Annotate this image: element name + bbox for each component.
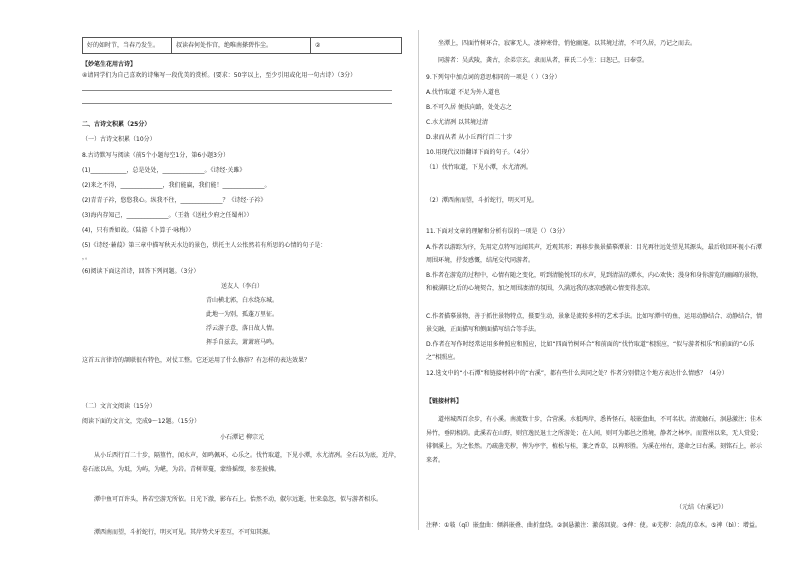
link-paragraph: 道州城西百余步，有小溪。南流数十步，合营溪。水抵两岸，悉皆怪石，攲嵌盘曲，不可名状。清流触石，洄悬激注；佳木异竹，垂阴相荫。此溪若在山野，则宜逸民退士之所游处；在人间，则可为都邑之胜境，静者之林亭。而置州以来，无人赏爱；徘徊溪上，为之怅然。乃疏凿芜秽，俾为亭宇，植松与桂，兼之香草，以裨形胜。为溪在州右，遂命之曰右溪。刻铭石上，彰示来者。 [426,416,763,464]
question-10-2: （2）潭西南而望，斗折蛇行，明灭可见。 [426,197,538,204]
section-2-heading: 二、古诗文积累（25分） [82,121,151,128]
question-8-4: (3)海内存知己，______________。（王勃《送杜少府之任蜀州》） [82,212,253,219]
question-8-2: (2)来之不得，______________，我们能赢，我们能！______________。 [82,182,271,189]
question-8: 8.古诗默写与阅读（前5个小题每空1分，第6小题3分） [82,152,229,159]
poem-line-4: 挥手自兹去，萧萧班马鸣。 [205,339,278,346]
question-10-1: （1）伐竹取道，下见小潭，水尤清冽。 [426,164,532,171]
question-12: 12.选文中的“小石潭”和链接材料中的“右溪”，都有些什么共同之处？作者分别借这个地方表达什么情感？（4分） [426,370,728,377]
answer-table [82,37,402,54]
question-9-option-d: D.隶而从者 从小丘西行百二十步 [426,134,513,141]
question-8-3: (2)青青子衿，悠悠我心。纵我不往，______________？《诗经·子衿》 [82,197,267,204]
poem-line-1: 青山横北郭，白水绕东城。 [205,297,278,304]
table-cell-2: 叔读春何处作宫，绝唯南搽碧作尘。 [172,38,311,54]
question-11-option-d: D.作者在写作时经常运用多种照应和照应，比如“四面竹树环合”和前面的“伐竹取道”相照应，“似与游者相乐”和前面的“心乐之”相照应。 [426,341,755,361]
question-9: 9.下列句中加点词的意思相同的一项是（ ）（3分） [426,74,561,81]
question-8-6: (5)《诗经·蒹葭》第三章中描写秋天水边的景色，烘托主人公怅然若有所思的心情的句子是： [82,242,327,249]
share-prompt: ④请同学们为自己喜欢的诗集写一段优美的赏析。(要求：50字以上，至少引用或化用一句古诗）（3分） [82,72,357,79]
question-8-6-blank: ，。 [82,254,92,261]
left-column [82,30,412,540]
question-9-option-a: A.伐竹取道 不足为外人道也 [426,89,500,96]
right-column [426,30,771,540]
question-11-option-c: C.作者描摹景物，善于抓住景物特点，摄要生动，景象是流转多样的艺术手法。比如写潭中的鱼，运用动静结合、动静结合，情景交融，正面描写和侧面描写结合等手法。 [426,313,763,333]
question-9-option-b: B.不可久居 便扶向路，处处志之 [426,104,512,111]
annotation-note: 注释：①攲（qī）嵌盘曲：倾斜嵌叠、曲折盘绕。②洄悬激注：激荡回旋。③俾：使。④芜秽：杂乱的草木。⑤裨（bì）：增益。 [426,522,761,529]
poem-line-2: 此地一为别，孤蓬万里征。 [205,311,278,318]
question-11-option-b: B.作者在游览的过程中，心情有随之变化，听到清脆悦耳的水声，见到清洁的潭水，内心欢快；漫身和身你游览的幽阔的景物，和被满阳之后的心境契合，加之周围凄清的氛围，久满远我的凄凉感就心情变得悲凉。 [426,272,763,292]
answer-line-2 [82,103,392,104]
poem-title: 送友人（李白） [220,283,263,290]
text-paragraph-1: 从小丘西行百二十步，隔篁竹，闻水声，如鸣佩环，心乐之。伐竹取道，下见小潭，水尤清冽。全石以为底，近岸，卷石底以出，为坻，为屿，为嵁，为岩。青树翠蔓，蒙络摇缀，参差披拂。 [82,452,401,473]
text-paragraph-5: 同游者：吴武陵，龚古，余弟宗玄。隶而从者，崔氏二小生：曰恕己，曰奉壹。 [438,57,649,64]
text-paragraph-3: 潭西南而望，斗折蛇行，明灭可见。其岸势犬牙差互，不可知其源。 [94,529,275,536]
share-heading: 【妙笔生花用古诗】 [82,61,137,68]
text-title: 小石潭记 柳宗元 [220,434,264,441]
subsection-2: （二）文言文阅读（15分） [82,403,156,410]
link-heading: 【链接材料】 [426,398,463,405]
column-divider [418,30,419,530]
question-10: 10.用现代汉语翻译下面的句子。（4分） [426,149,533,156]
question-8-5: (4)，只有香如故。（陆游《卜算子·咏梅》） [82,227,195,234]
link-source: （元结《右溪记》） [676,504,728,511]
table-cell-3: ② [311,38,402,54]
poem-question: 这首五言律诗的颔联很有特色，对仗工整。它还运用了什么修辞？有怎样的表达效果？ [82,357,311,364]
subsection-1: （一）古诗文积累（10分） [82,136,156,143]
text-paragraph-2: 潭中鱼可百许头，皆若空游无所依。日光下澈，影布石上。佁然不动，俶尔远逝，往来翕忽，似与游者相乐。 [94,496,383,503]
question-11: 11.下面对文章的理解和分析有误的一项是（）（3分） [426,228,569,235]
question-11-option-a: A.作者以游踪为序，先用定点特写远闻其声，近观其形；再移步换景描摹潭景：目光再往远处望见其源头，最后收回环视小石潭周围环境，抒发感慨，结尾交代同游者。 [426,244,762,264]
answer-line-1 [82,90,392,91]
question-8-7: (6)阅读下面这首诗，回答下列问题。（3分） [82,268,200,275]
poem-line-3: 浮云游子意，落日故人情。 [205,325,278,332]
table-cell-1: 好的如时节，当春乃发生。 [83,38,172,54]
question-9-option-c: C.水尤清冽 以其境过清 [426,119,489,126]
text-paragraph-4: 坐潭上，四面竹树环合，寂寥无人，凄神寒骨，悄怆幽邃。以其境过清，不可久居，乃记之而去。 [438,40,697,47]
question-8-1: (1)____________，总是处处，______________。《诗经·关雎》 [82,167,246,174]
subsection-2-intro: 阅读下面的文言文，完成9～12题。（15分） [82,418,201,425]
